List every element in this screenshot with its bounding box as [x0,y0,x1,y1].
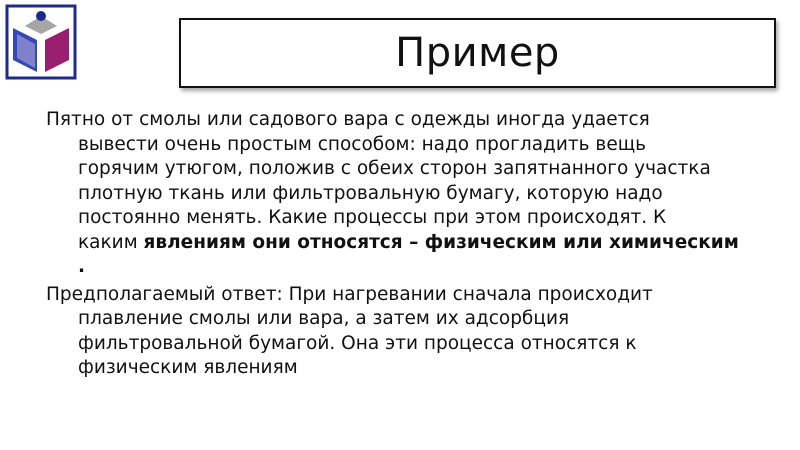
task-line: горячим утюгом, положив с обеих сторон запятнанного участка [78,158,711,179]
answer-paragraph [46,283,776,381]
education-emblem-icon [5,4,77,80]
title-box [179,18,776,88]
task-line: Пятно от смолы или садового вара с одежды иногда удается [46,109,650,130]
task-line: постоянно менять. Какие процессы при этом происходят. К [78,207,667,228]
logo [5,4,77,80]
task-line: плотную ткань или фильтровальную бумагу, которую надо [78,182,663,204]
task-question-bold: явлениям они относятся – физическим или химическим [143,231,739,253]
task-line: вывести очень простым способом: надо прогладить вещь [78,133,647,155]
answer-line: физическим явлениям [78,357,298,378]
task-paragraph [46,108,776,280]
task-line: каким [78,231,144,253]
slide-title: Пример [395,30,560,76]
task-line: . [78,256,86,277]
answer-line: фильтровальной бумагой. Она эти процесса относятся к [78,332,637,354]
slide-body [46,108,776,381]
answer-line: Предполагаемый ответ: При нагревании сначала происходит [46,283,653,305]
answer-line: плавление смолы или вара, а затем их адсорбция [78,308,570,329]
